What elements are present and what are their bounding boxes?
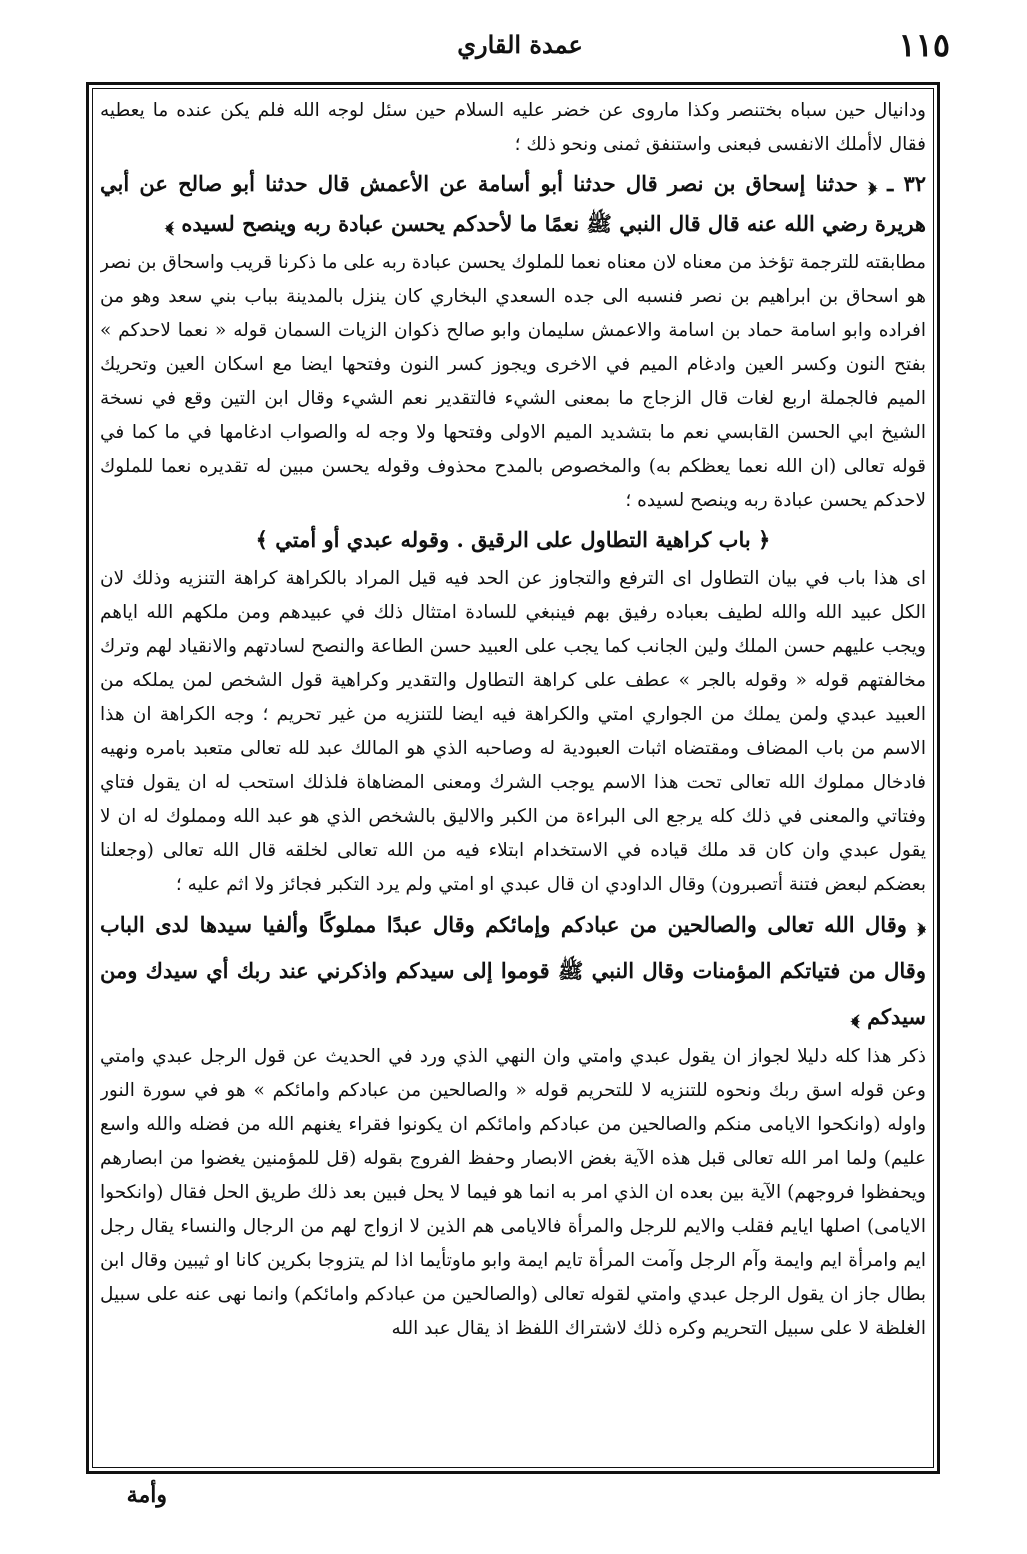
page-header bbox=[90, 26, 950, 74]
running-title: عمدة القاري bbox=[457, 30, 583, 59]
page-body bbox=[100, 94, 926, 1464]
commentary-paragraph: ذكر هذا كله دليلا لجواز ان يقول عبدي وامتي وان النهي الذي ورد في الحديث عن قول الرجل عبدي وامتي وعن قوله اسق ربك ونحوه للتنزيه لا للتحريم قوله « والصالحين من عبادكم وامائكم » هو في سورة النور واوله (وانكحوا الايامى منكم والصالحين من عبادكم وامائكم ان يكونوا فقراء يغنهم الله من فضله والله واسع عليم) ولما امر الله تعالى قبل هذه الآية بغض الابصار وحفظ الفروج بقوله (قل للمؤمنين يغضوا من ابصارهم ويحفظوا فروجهم) الآية بين بعده ان الذي امر به انما هو فيما لا يحل فبين بعد ذلك طريق الحل فقال (وانكحوا الايامى) اصلها ايايم فقلب والايم للرجل والمرأة فالايامى هم الذين لا ازواج لهم من الرجال والنساء يقال رجل ايم وامرأة ايم وايمة وآم الرجل وآمت المرأة تايم ايمة وابو ماوتأيما اذا لم يتزوجا بكرين كانا او ثيبين وقال ابن بطال جاز ان يقول الرجل عبدي وامتي لقوله تعالى (والصالحين من عبادكم وامائكم) وانما نهى عنه على سبيل الغلظة لا على سبيل التحريم وكره ذلك لاشتراك اللفظ اذ يقال عبد الله bbox=[100, 1046, 926, 1339]
chapter-heading: ﴿ باب كراهية التطاول على الرقيق . وقوله عبدي أو أمتي ﴾ bbox=[255, 527, 771, 552]
commentary-paragraph: ودانيال حين سباه بختنصر وكذا ماروى عن خضر عليه السلام حين سئل لوجه الله فلم يكن عنده ما يعطيه فقال لاأملك الانفسى فبعنى واستنفق ثمنى ونحو ذلك ؛ bbox=[100, 100, 926, 155]
commentary-paragraph: اى هذا باب في بيان التطاول اى الترفع والتجاوز عن الحد فيه قيل المراد بالكراهة كراهة التنزيه وذلك لان الكل عبيد الله والله لطيف بعباده رفيق بهم فينبغي للسادة امتثال ذلك في عبيدهم ومن ملكهم الله اياهم ويجب عليهم حسن الملك ولين الجانب كما يجب على العبيد حسن الطاعة والنصح لسادتهم والانقياد لهم وترك مخالفتهم قوله « وقوله بالجر » عطف على كراهة التطاول والتقدير وكراهية قول الشخص لمن يملكه من العبيد عبدي ولمن يملك من الجواري امتي والكراهة فيه ايضا للتنزيه من غير تحريم ؛ وجه الكراهة ان هذا الاسم من باب المضاف ومقتضاه اثبات العبودية له وصاحبه الذي هو المالك عبد لله تعالى متعبد بامره ونهيه فادخال مملوك الله تعالى تحت هذا الاسم يوجب الشرك ومعنى المضاهاة فلذلك استحب له ان يقول فتاي وفتاتي والمعنى في ذلك كله يرجع الى البراءة من الكبر والاليق بالشخص الذي هو عبد الله ومملوك له ان لا يقول عبدي وان كان قد ملك قياده في الاستخدام ابتلاء فيه من الله تعالى لخلقه قال الله تعالى (وجعلنا بعضكم لبعض فتنة أتصبرون) وقال الداودي ان قال عبدي او امتي ولم يرد التكبر فجائز ولا اثم عليه ؛ bbox=[100, 568, 926, 895]
hadith-text: ٣٢ ـ ﴿ حدثنا إسحاق بن نصر قال حدثنا أبو أسامة عن الأعمش قال حدثنا أبو صالح عن أبي هريرة رضي الله عنه قال قال النبي ﷺ نعمًا ما لأحدكم يحسن عبادة ربه وينصح لسيده ﴾ bbox=[100, 171, 926, 236]
quranic-quote: ﴿ وقال الله تعالى والصالحين من عبادكم وإمائكم وقال عبدًا مملوكًا وألفيا سيدها لدى الباب وقال من فتياتكم المؤمنات وقال النبي ﷺ قوموا إلى سيدكم واذكرني عند ربك أي سيدك ومن سيدكم ﴾ bbox=[100, 912, 926, 1029]
catchword: وأمة bbox=[126, 1482, 167, 1508]
page-number: ١١٥ bbox=[898, 26, 950, 64]
commentary-paragraph: مطابقته للترجمة تؤخذ من معناه لان معناه نعما للملوك يحسن عبادة ربه على ما ذكرنا قريب واسحاق بن نصر هو اسحاق بن ابراهيم بن نصر فنسبه الى جده السعدي البخاري كان ينزل بالمدينة بباب بني سعد وهو من افراده وابو اسامة حماد بن اسامة والاعمش سليمان وابو صالح ذكوان الزيات السمان قوله « نعما لاحدكم » بفتح النون وكسر العين وادغام الميم في الاخرى ويجوز كسر النون وفتحها ايضا مع اسكان العين وتحريك الميم فالجملة اربع لغات قال الزجاج ما بمعنى الشيء فالتقدير نعم الشيء وقال ابن التين وقع في نسخة الشيخ ابي الحسن القابسي نعم ما بتشديد الميم الاولى وفتحها ولا وجه له والصواب ادغامها في ما كما في قوله تعالى (ان الله نعما يعظكم به) والمخصوص بالمدح محذوف وقوله يحسن مبين له تقديره نعما للملوك لاحدكم يحسن عبادة ربه وينصح لسيده ؛ bbox=[100, 252, 926, 511]
